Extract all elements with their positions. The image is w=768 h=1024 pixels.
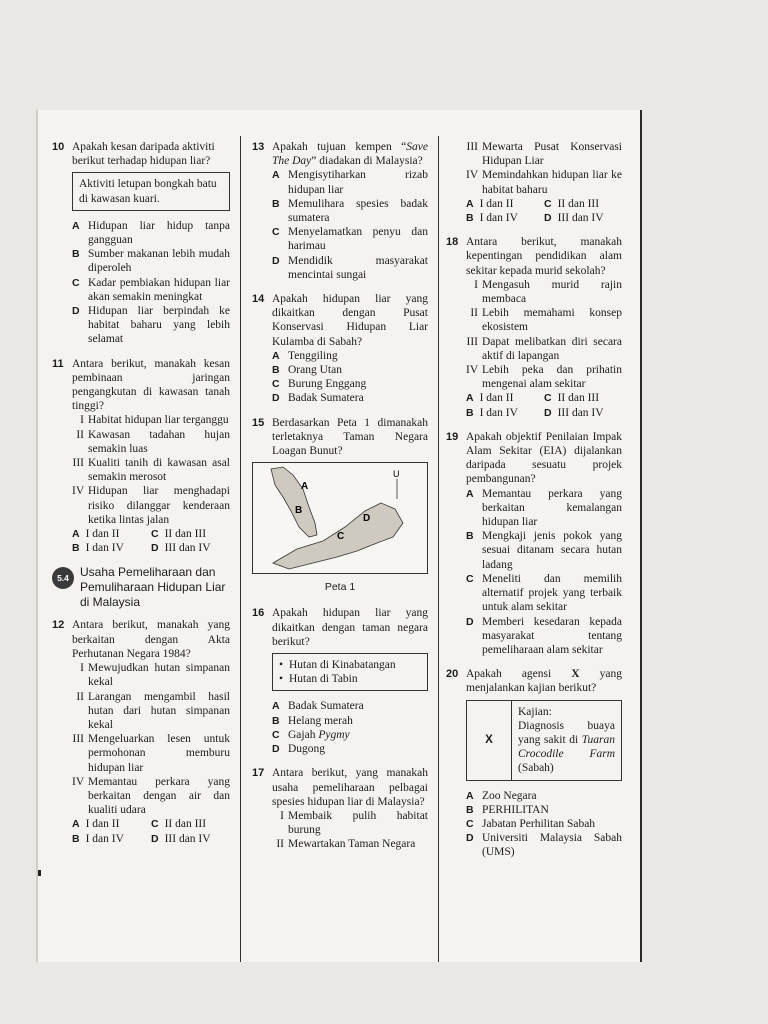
answer-row <box>72 832 230 846</box>
stem-emphasis: Save The Day <box>272 141 428 168</box>
option-a[interactable]: A I dan II <box>72 528 120 541</box>
map-label-a: A <box>301 481 309 493</box>
option-text: Memberi kesedaran kepada masyarakat tentang pemeliharaan alam sekitar <box>482 615 622 656</box>
option-c[interactable]: C II dan III <box>544 197 600 210</box>
question-number: 11 <box>52 357 64 370</box>
option-text: II dan III <box>164 818 207 831</box>
margin-mark <box>38 870 41 876</box>
option-d[interactable]: D Mendidik masyarakat mencintai sungai <box>272 254 428 281</box>
option-text: III dan IV <box>557 406 604 419</box>
question-number: 16 <box>252 607 265 620</box>
option-text: I dan IV <box>85 542 124 555</box>
table-label: X <box>467 701 512 780</box>
option-c[interactable]: C Kadar pembiakan hidupan liar akan semakin meningkat <box>72 276 230 303</box>
stem-agency-x: X <box>571 668 580 681</box>
option-b[interactable]: B I dan IV <box>72 542 124 555</box>
option-text: Gajah <box>288 728 319 741</box>
option-a[interactable]: A Badak Sumatera <box>272 700 364 713</box>
answer-row <box>72 541 230 555</box>
question-stem: Berdasarkan Peta 1 dimanakah terletaknya Taman Negara Loagan Bunut? <box>272 416 428 458</box>
question-stem: Apakah kesan daripada aktiviti berikut terhadap hidupan liar? <box>72 141 215 168</box>
statement-text: Memantau perkara yang berkaitan dengan air dan kualiti udara <box>88 775 230 817</box>
answer-row <box>466 197 622 211</box>
statement-iv: IV Memantau perkara yang berkaitan dengan air dan kualiti udara <box>72 775 230 817</box>
malaysia-map <box>253 463 427 571</box>
option-d[interactable]: D Badak Sumatera <box>272 392 364 405</box>
option-text: Dugong <box>288 743 326 756</box>
option-d[interactable]: D Memberi kesedaran kepada masyarakat tentang pemeliharaan alam sekitar <box>466 615 622 656</box>
question-number: 17 <box>252 767 265 780</box>
question-15 <box>252 416 428 459</box>
option-b[interactable]: B I dan IV <box>466 406 518 419</box>
stimulus-table <box>466 700 622 781</box>
stem-part: ” diadakan di Malaysia? <box>311 155 423 168</box>
option-d[interactable]: D III dan IV <box>151 832 211 845</box>
bullet-item: • Hutan di Tabin <box>279 672 421 686</box>
map-label-c: C <box>337 531 345 543</box>
option-text: Mendidik masyarakat mencintai sungai <box>288 254 428 281</box>
question-16 <box>252 606 428 756</box>
statement-iii: III Mewarta Pusat Konservasi Hidupan Liar <box>466 141 622 168</box>
question-number: 14 <box>252 293 265 306</box>
option-a[interactable]: A Mengisytiharkan rizab hidupan liar <box>272 169 428 196</box>
option-text: Universiti Malaysia Sabah (UMS) <box>482 832 622 859</box>
option-text: Mengisytiharkan rizab hidupan liar <box>288 169 428 196</box>
statement-text: Larangan mengambil hasil hutan dari hutan simpanan kekal <box>88 690 230 731</box>
statement-iii: III Mengeluarkan lesen untuk permohonan memburu hidupan liar <box>72 733 230 774</box>
answer-row <box>72 527 230 541</box>
option-text: Hidupan liar berpindah ke habitat baharu yang lebih selamat <box>88 305 230 346</box>
option-text: Meneliti dan memilih alternatif projek yang terbaik untuk alam sekitar <box>482 572 622 614</box>
option-emphasis: Pygmy <box>318 728 350 741</box>
option-text: III dan IV <box>164 832 211 845</box>
option-c[interactable]: C II dan III <box>151 818 207 831</box>
question-number: 12 <box>52 619 65 632</box>
option-b[interactable]: B I dan IV <box>466 212 518 225</box>
question-stem <box>272 140 428 168</box>
statement-text: Dapat melibatkan diri secara aktif di lapangan <box>482 335 622 362</box>
option-c[interactable]: C Gajah Pygmy <box>272 728 350 741</box>
option-text: Helang merah <box>288 714 353 727</box>
option-text: Badak Sumatera <box>288 392 364 405</box>
option-text: Zoo Negara <box>482 789 537 802</box>
statement-text: Membaik pulih habitat burung <box>288 809 428 837</box>
statement-i: I Mengasuh murid rajin membaca <box>474 278 622 306</box>
statement-ii: II Larangan mengambil hasil hutan dari hutan simpanan kekal <box>76 690 230 731</box>
answer-row <box>466 406 622 420</box>
option-a[interactable]: A I dan II <box>72 818 120 831</box>
option-text: II dan III <box>557 197 600 210</box>
stem-part: Apakah tujuan kempen “ <box>272 141 407 153</box>
option-a[interactable]: A Hidupan liar hidup tanpa gangguan <box>72 219 230 247</box>
question-number: 10 <box>52 141 65 153</box>
kajian-emphasis: Tuaran Crocodile Farm <box>518 733 615 761</box>
option-text: Sumber makanan lebih mudah diperoleh <box>88 248 230 275</box>
option-b[interactable]: B PERHILITAN <box>466 803 549 816</box>
statement-i: I Habitat hidupan liar terganggu <box>80 414 229 427</box>
question-14 <box>252 292 428 406</box>
map-label-b: B <box>295 505 303 517</box>
statement-i: I Membaik pulih habitat burung <box>280 809 428 837</box>
question-19 <box>446 430 622 657</box>
option-d[interactable]: D Dugong <box>272 743 326 756</box>
statement-text: Mengasuh murid rajin membaca <box>482 278 622 306</box>
option-text: I dan IV <box>479 406 518 419</box>
option-text: I dan II <box>479 392 514 405</box>
stimulus-box <box>272 653 428 691</box>
option-text: II dan III <box>557 392 600 405</box>
statement-text: Habitat hidupan liar terganggu <box>88 414 229 427</box>
statement-iv: IV Lebih peka dan prihatin mengenai alam sekitar <box>466 364 622 391</box>
option-text: Badak Sumatera <box>288 700 364 713</box>
option-b[interactable]: B Orang Utan <box>272 364 342 377</box>
question-stem: Apakah hidupan liar yang dikaitkan dengan Pusat Konservasi Hidupan Liar Kulamba di Sabah? <box>272 293 428 348</box>
option-text: I dan II <box>479 197 514 210</box>
option-d[interactable]: D III dan IV <box>151 542 211 555</box>
option-c[interactable]: C Burung Enggang <box>272 378 367 391</box>
map-label-d: D <box>363 513 371 525</box>
column-2 <box>252 140 428 862</box>
stem-part: Apakah agensi <box>466 668 572 681</box>
statement-text: Hidupan liar menghadapi risiko dilanggar kenderaan ketika lintas jalan <box>88 485 230 526</box>
question-number: 20 <box>446 668 459 681</box>
option-b[interactable]: B Helang merah <box>272 714 353 727</box>
option-b[interactable]: B I dan IV <box>72 832 124 845</box>
statement-iii: III Kualiti tanih di kawasan asal semakin merosot <box>72 457 230 484</box>
column-divider-2 <box>438 136 439 962</box>
option-b[interactable]: B Mengkaji jenis pokok yang sesuai ditanam secara hutan ladang <box>466 530 622 571</box>
option-a[interactable]: A I dan II <box>466 392 514 405</box>
option-text: Hidupan liar hidup tanpa gangguan <box>88 219 230 247</box>
question-17 <box>252 766 428 851</box>
question-11 <box>52 357 230 556</box>
option-b[interactable]: B Memulihara spesies badak sumatera <box>272 197 428 225</box>
statement-ii: II Kawasan tadahan hujan semakin luas <box>76 428 230 455</box>
option-text: I dan IV <box>479 212 518 225</box>
option-a[interactable]: A Memantau perkara yang berkaitan kemalangan hidupan liar <box>466 487 622 529</box>
column-1 <box>52 140 230 856</box>
statement-text: Lebih memahami konsep ekosistem <box>482 307 622 334</box>
column-3 <box>446 140 622 870</box>
statement-text: Mengeluarkan lesen untuk permohonan memburu hidupan liar <box>88 733 230 774</box>
statement-text: Mewarta Pusat Konservasi Hidupan Liar <box>482 141 622 168</box>
kajian-heading: Kajian: <box>518 705 552 718</box>
stem-part: yang menjalankan kajian berikut? <box>466 668 622 695</box>
option-c[interactable]: C Menyelamatkan penyu dan harimau <box>272 226 428 253</box>
option-c[interactable]: C Jabatan Perhilitan Sabah <box>466 817 596 830</box>
option-text: Burung Enggang <box>288 378 367 391</box>
answer-row <box>466 391 622 405</box>
kajian-part: (Sabah) <box>518 762 554 775</box>
option-d[interactable]: D III dan IV <box>544 406 604 419</box>
statement-ii: II Mewartakan Taman Negara <box>276 838 416 851</box>
option-text: II dan III <box>164 528 207 541</box>
map-caption: Peta 1 <box>324 581 356 594</box>
option-b[interactable]: B Sumber makanan lebih mudah diperoleh <box>72 248 230 275</box>
question-18 <box>446 235 622 420</box>
question-10 <box>52 140 230 347</box>
question-stem: Antara berikut, manakah kepentingan pendidikan alam sekitar kepada murid sekolah? <box>466 236 622 277</box>
option-text: I dan IV <box>85 832 124 845</box>
question-stem: Antara berikut, yang manakah usaha pemeliharaan pelbagai spesies hidupan liar di Malaysia? <box>272 767 428 808</box>
option-d[interactable]: D Universiti Malaysia Sabah (UMS) <box>466 832 622 859</box>
option-text: PERHILITAN <box>482 803 549 816</box>
section-heading <box>52 565 230 610</box>
kajian-text <box>518 719 615 776</box>
stimulus-box: Aktiviti letupan bongkah batu di kawasan kuari. <box>72 172 230 210</box>
statement-text: Memindahkan hidupan liar ke habitat baharu <box>482 169 622 196</box>
question-stem: Apakah hidupan liar yang dikaitkan dengan taman negara berikut? <box>272 607 428 648</box>
option-text: Menyelamatkan penyu dan harimau <box>288 226 428 253</box>
question-stem: Antara berikut, manakah yang berkaitan dengan Akta Perhutanan Negara 1984? <box>72 619 230 660</box>
statement-i: I Mewujudkan hutan simpanan kekal <box>80 662 230 689</box>
table-content <box>512 701 621 780</box>
section-badge: 5.4 <box>52 567 74 589</box>
option-d[interactable]: D Hidupan liar berpindah ke habitat baharu yang lebih selamat <box>72 305 230 346</box>
statement-iv: IV Hidupan liar menghadapi risiko dilanggar kenderaan ketika lintas jalan <box>72 485 230 526</box>
option-a[interactable]: A Tenggiling <box>272 349 338 362</box>
question-stem <box>466 667 622 695</box>
option-text: Orang Utan <box>288 364 342 377</box>
question-number: 19 <box>446 430 459 443</box>
question-20 <box>446 667 622 859</box>
section-title: Usaha Pemeliharaan dan Pemuliharaan Hidupan Liar di Malaysia <box>80 565 226 610</box>
statement-text: Mewujudkan hutan simpanan kekal <box>88 662 230 689</box>
option-c[interactable]: C Meneliti dan memilih alternatif projek yang terbaik untuk alam sekitar <box>466 572 622 614</box>
option-text: Tenggiling <box>288 349 338 362</box>
option-text: I dan II <box>85 818 120 831</box>
kajian-part: Diagnosis buaya yang sakit di <box>518 719 615 746</box>
option-text: Kadar pembiakan hidupan liar akan semakin meningkat <box>88 276 230 303</box>
option-c[interactable]: C II dan III <box>544 392 600 405</box>
question-number: 15 <box>252 416 265 429</box>
statement-text: Lebih peka dan prihatin mengenai alam sekitar <box>482 364 622 391</box>
question-stem: Antara berikut, manakah kesan pembinaan jaringan pengangkutan di kawasan tanah tinggi? <box>72 357 230 413</box>
question-number: 18 <box>446 236 459 249</box>
bullet-item: • Hutan di Kinabatangan <box>279 658 421 672</box>
statement-iii: III Dapat melibatkan diri secara aktif di lapangan <box>466 335 622 362</box>
answer-row <box>72 817 230 831</box>
option-text: I dan II <box>85 528 120 541</box>
north-label: U <box>393 469 400 480</box>
statement-ii: II Lebih memahami konsep ekosistem <box>470 307 622 334</box>
question-13 <box>252 140 428 282</box>
question-stem: Apakah objektif Penilaian Impak Alam Sekitar (EIA) dijalankan daripada sesuatu projek pembangunan? <box>466 430 622 486</box>
answer-row <box>466 211 622 225</box>
option-text: Memantau perkara yang berkaitan kemalangan hidupan liar <box>482 487 622 529</box>
question-17-continued <box>446 140 622 225</box>
option-text: Mengkaji jenis pokok yang sesuai ditanam secara hutan ladang <box>482 530 622 571</box>
statement-text: Kualiti tanih di kawasan asal semakin merosot <box>88 457 230 484</box>
peninsular-malaysia-shape <box>271 467 317 537</box>
option-a[interactable]: A I dan II <box>466 197 514 210</box>
statement-iv: IV Memindahkan hidupan liar ke habitat baharu <box>466 169 622 196</box>
option-text: III dan IV <box>557 212 604 225</box>
option-text: III dan IV <box>164 542 211 555</box>
statement-text: Kawasan tadahan hujan semakin luas <box>88 428 230 455</box>
question-12 <box>52 618 230 845</box>
option-d[interactable]: D III dan IV <box>544 212 604 225</box>
option-text: Memulihara spesies badak sumatera <box>288 197 428 225</box>
option-text: Jabatan Perhilitan Sabah <box>482 817 596 830</box>
statement-text: Mewartakan Taman Negara <box>288 838 416 851</box>
map-figure <box>252 462 428 574</box>
option-a[interactable]: A Zoo Negara <box>466 789 537 802</box>
option-c[interactable]: C II dan III <box>151 528 207 541</box>
question-number: 13 <box>252 141 265 153</box>
column-divider-1 <box>240 136 241 962</box>
